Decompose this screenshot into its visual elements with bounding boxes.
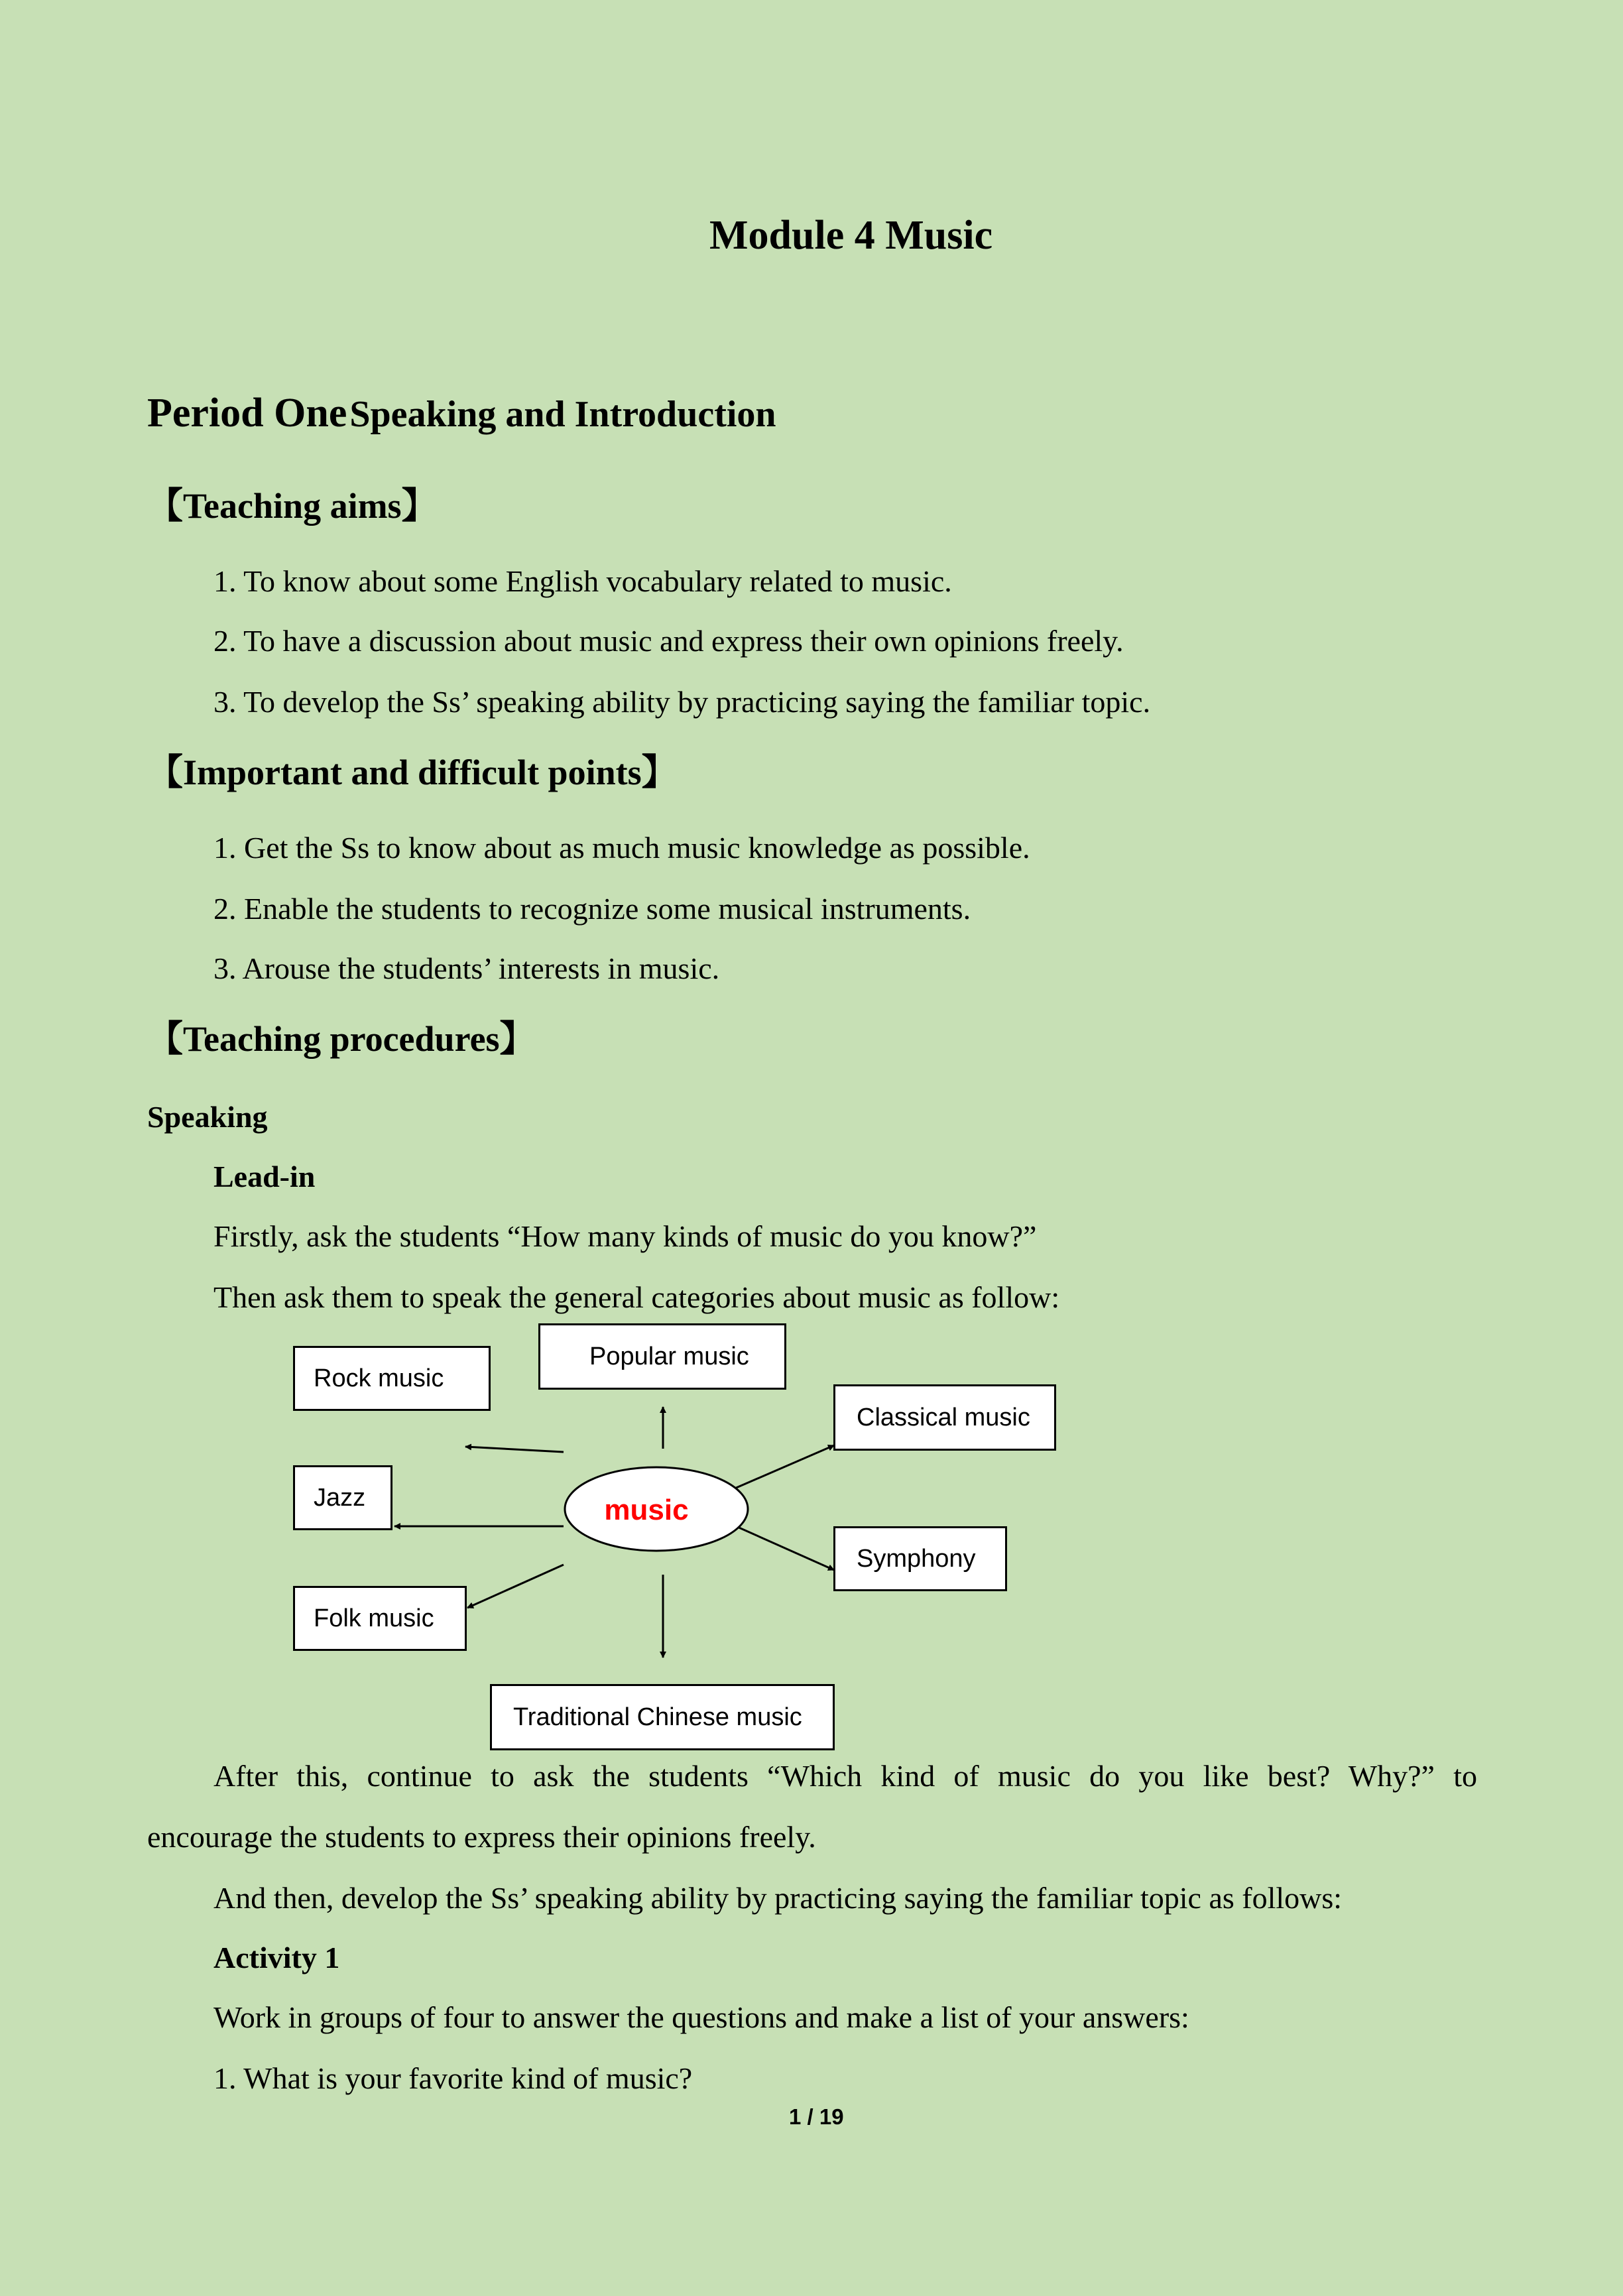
point-item-3: 3. Arouse the students’ interests in music. <box>213 951 720 985</box>
arrow-to-symphony <box>736 1526 834 1570</box>
aim-item-1: 1. To know about some English vocabulary related to music. <box>213 564 952 598</box>
important-points-heading: 【Important and difficult points】 <box>147 753 678 792</box>
period-number: Period One <box>147 391 347 436</box>
and-then-text: And then, develop the Ss’ speaking ability by practicing saying the familiar topic as follows: <box>213 1881 1343 1915</box>
node-classical-music: Classical music <box>833 1384 1056 1451</box>
teaching-aims-heading: 【Teaching aims】 <box>147 486 438 526</box>
point-item-2: 2. Enable the students to recognize some musical instruments. <box>213 892 971 926</box>
point-item-1: 1. Get the Ss to know about as much music knowledge as possible. <box>213 831 1030 865</box>
node-folk-music: Folk music <box>293 1586 467 1651</box>
question-1: 1. What is your favorite kind of music? <box>213 2061 693 2095</box>
node-rock-music: Rock music <box>293 1346 491 1411</box>
activity-1-label: Activity 1 <box>213 1941 340 1974</box>
lead-in-label: Lead-in <box>213 1160 316 1193</box>
firstly-text: Firstly, ask the students “How many kinds of music do you know?” <box>213 1219 1037 1253</box>
aim-item-2: 2. To have a discussion about music and express their own opinions freely. <box>213 624 1124 658</box>
after-text-line1: After this, continue to ask the students “Which kind of music do you like best? Why?” to <box>213 1759 1477 1793</box>
node-popular-music: Popular music <box>538 1323 786 1390</box>
page-title: Module 4 Music <box>709 213 993 258</box>
arrow-to-folk <box>467 1565 564 1608</box>
period-topic: Speaking and Introduction <box>349 394 776 435</box>
node-jazz: Jazz <box>293 1465 392 1530</box>
then-text: Then ask them to speak the general categories about music as follow: <box>213 1280 1060 1314</box>
arrow-to-classical <box>735 1445 834 1488</box>
teaching-procedures-heading: 【Teaching procedures】 <box>147 1019 536 1059</box>
speaking-label: Speaking <box>147 1100 268 1134</box>
work-text: Work in groups of four to answer the questions and make a list of your answers: <box>213 2000 1189 2034</box>
arrow-to-rock <box>465 1447 564 1452</box>
music-center-label: music <box>604 1494 689 1526</box>
node-symphony: Symphony <box>833 1526 1007 1591</box>
aim-item-3: 3. To develop the Ss’ speaking ability by practicing saying the familiar topic. <box>213 685 1151 719</box>
node-traditional-chinese-music: Traditional Chinese music <box>490 1684 835 1750</box>
after-text-line2: encourage the students to express their opinions freely. <box>147 1820 816 1854</box>
page-number: 1 / 19 <box>789 2104 844 2129</box>
